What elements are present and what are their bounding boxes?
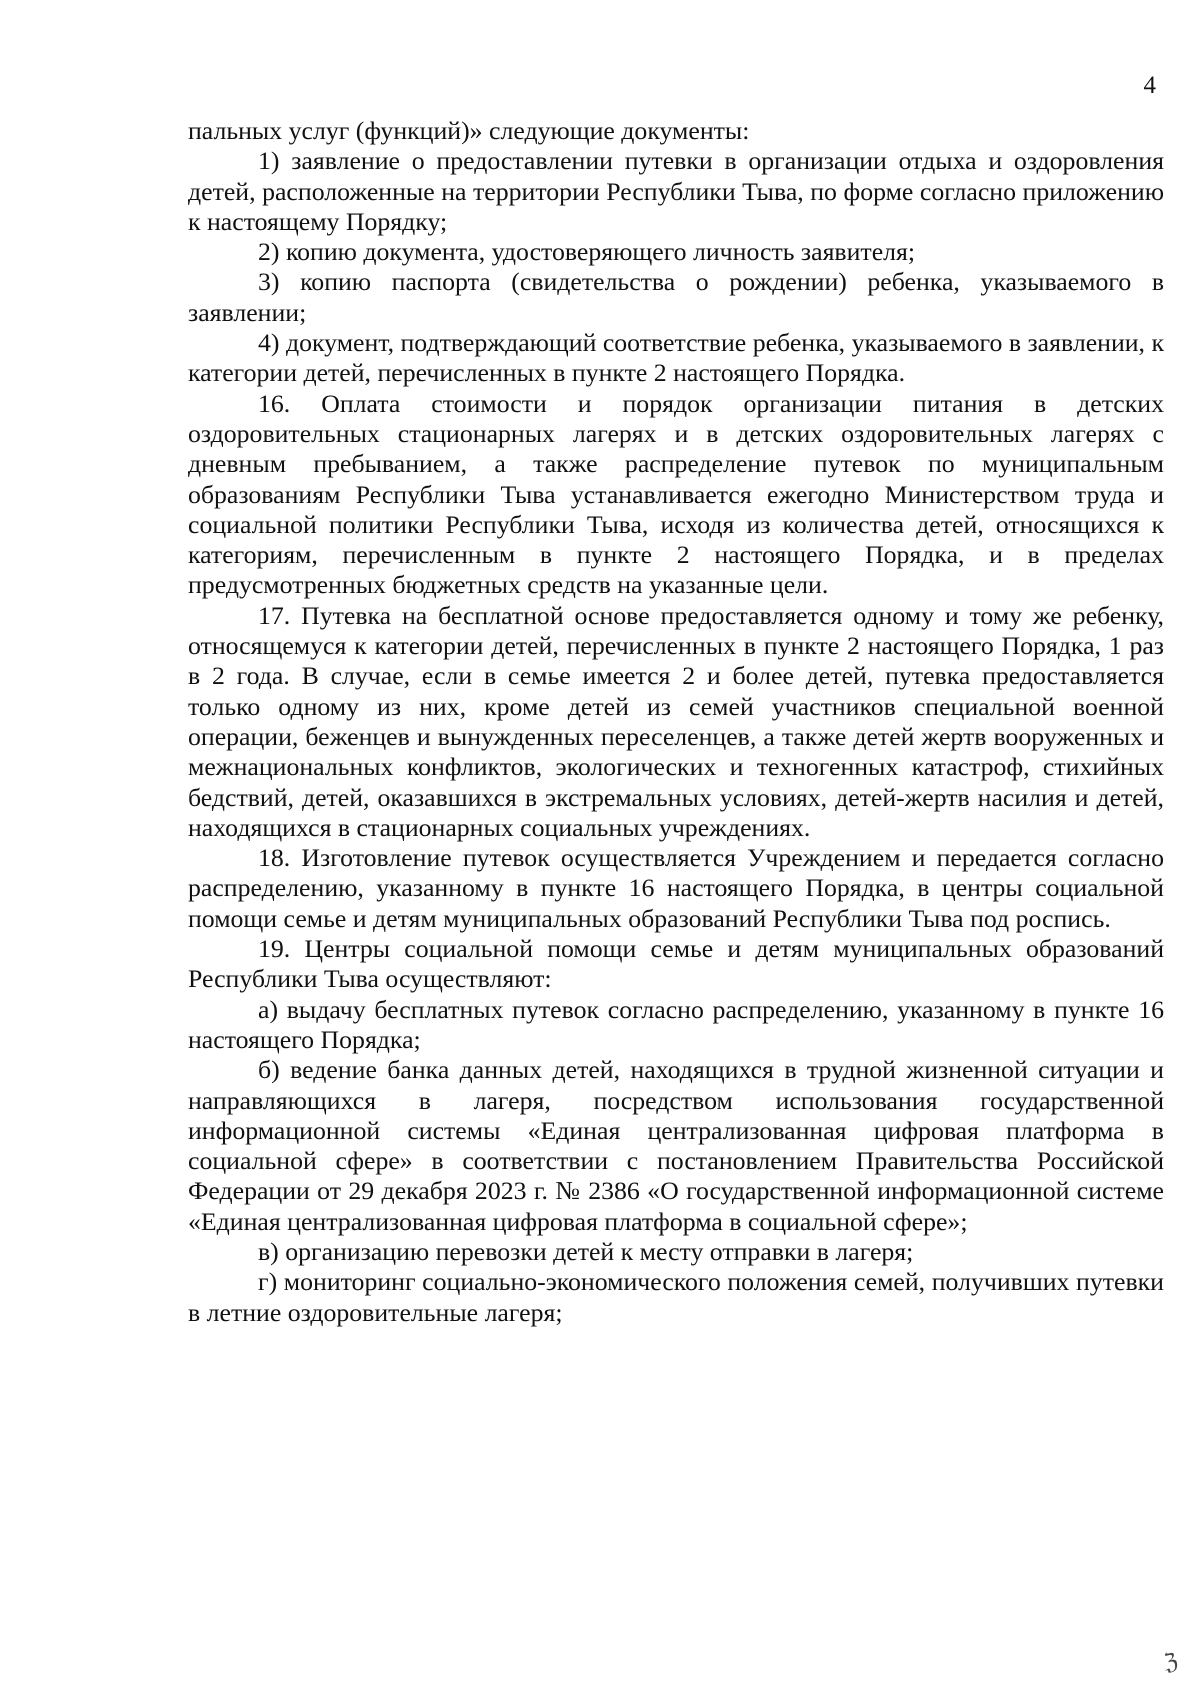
paragraph: 1) заявление о предоставлении путевки в организации отдыха и оздоровления детей, расположенные на территории Республики Тыва, по форме согласно приложению к настоящему Порядку; [188, 146, 1164, 236]
paragraph: в) организацию перевозки детей к месту отправки в лагеря; [258, 1236, 914, 1266]
paragraph: 19. Центры социальной помощи семье и детям муниципальных образований Республики Тыва осуществляют: [188, 934, 1164, 994]
paragraph: г) мониторинг социально-экономического положения семей, получивших путевки в летние оздоровительные лагеря; [188, 1267, 1164, 1327]
page-number: 4 [1143, 72, 1156, 99]
handwritten-mark: ℨ [1162, 1648, 1180, 1675]
paragraph: 2) копию документа, удостоверяющего личность заявителя; [258, 237, 916, 267]
paragraph: 4) документ, подтверждающий соответствие ребенка, указываемого в заявлении, к категории детей, перечисленных в пункте 2 настоящего Порядка. [188, 328, 1164, 388]
paragraph: б) ведение банка данных детей, находящихся в трудной жизненной ситуации и направляющихся в лагеря, посредством использования государственной информационной системы «Единая централизованная цифровая платформа в социальной сфере» в соответствии с постановлением Правительства Российской Федерации от 29 декабря 2023 г. № 2386 «О государственной информационной системе «Единая централизованная цифровая платформа в социальной сфере»; [188, 1055, 1164, 1236]
paragraph: 18. Изготовление путевок осуществляется Учреждением и передается согласно распределению, указанному в пункте 16 настоящего Порядка, в центры социальной помощи семье и детям муниципальных образований Республики Тыва под роспись. [188, 843, 1164, 933]
paragraph: пальных услуг (функций)» следующие документы: [188, 116, 750, 145]
paragraph: 3) копию паспорта (свидетельства о рождении) ребенка, указываемого в заявлении; [188, 267, 1164, 327]
paragraph: а) выдачу бесплатных путевок согласно распределению, указанному в пункте 16 настоящего Порядка; [188, 994, 1164, 1054]
paragraph: 17. Путевка на бесплатной основе предоставляется одному и тому же ребенку, относящемуся к категории детей, перечисленных в пункте 2 настоящего Порядка, 1 раз в 2 года. В случае, если в семье имеется 2 и более детей, путевка предоставляется только одному из них, кроме детей из семей участников специальной военной операции, беженцев и вынужденных переселенцев, а также детей жертв вооруженных и межнациональных конфликтов, экологических и техногенных катастроф, стихийных бедствий, детей, оказавшихся в экстремальных условиях, детей-жертв насилия и детей, находящихся в стационарных социальных учреждениях. [188, 600, 1164, 842]
document-body [188, 116, 1164, 1328]
paragraph: 16. Оплата стоимости и порядок организации питания в детских оздоровительных стационарных лагерях и в детских оздоровительных лагерях с дневным пребыванием, а также распределение путевок по муниципальным образованиям Республики Тыва устанавливается ежегодно Министерством труда и социальной политики Республики Тыва, исходя из количества детей, относящихся к категориям, перечисленным в пункте 2 настоящего Порядка, и в пределах предусмотренных бюджетных средств на указанные цели. [188, 388, 1164, 600]
